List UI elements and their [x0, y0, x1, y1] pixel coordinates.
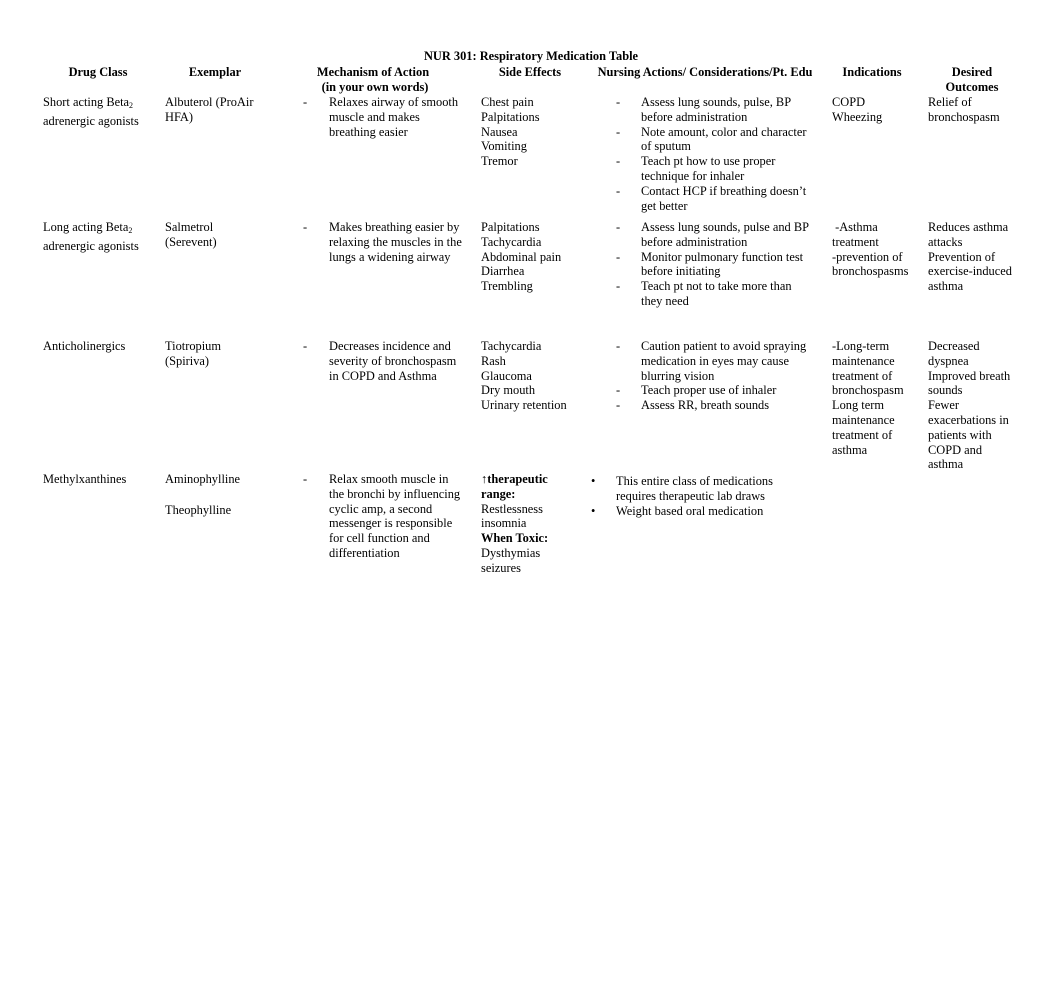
exemplar-cell: [165, 95, 253, 125]
outcome: sounds: [928, 383, 963, 398]
nursing-text: requires therapeutic lab draws: [616, 488, 765, 503]
indication: maintenance: [832, 353, 895, 368]
side-effect: Tachycardia: [481, 234, 542, 249]
nursing-text: before administration: [641, 109, 748, 124]
exemplar-cell: [165, 472, 240, 518]
outcome: Improved breath: [928, 368, 1011, 383]
indication: COPD: [832, 95, 866, 109]
nursing-marker: -: [616, 249, 621, 264]
mechanism-text: the bronchi by influencing: [329, 486, 461, 501]
nursing-text: Note amount, color and character: [641, 124, 807, 139]
outcome: Decreased: [928, 339, 980, 353]
header-nursing: Nursing Actions/ Considerations/Pt. Edu: [597, 65, 813, 79]
exemplar-text: Salmetrol: [165, 220, 214, 234]
indications-cell: [832, 220, 908, 279]
indication: bronchospasms: [832, 264, 909, 279]
bullet-icon: •: [591, 474, 596, 488]
exemplar-text: Tiotropium: [165, 339, 222, 353]
side-effect: Nausea: [481, 124, 518, 139]
drug-class-text: adrenergic agonists: [43, 113, 139, 128]
indication: -prevention of: [832, 249, 903, 264]
header-mechanism-line-2: (in your own words): [321, 79, 429, 94]
nursing-cell: [591, 474, 773, 518]
nursing-item: [616, 398, 806, 413]
nursing-item: [616, 220, 809, 250]
mechanism-marker: -: [303, 95, 308, 109]
side-effects-cell: [481, 95, 540, 169]
mechanism-cell: [329, 220, 462, 264]
nursing-marker: -: [616, 183, 621, 198]
drug-class-cell: [43, 95, 139, 129]
mechanism-text: messenger is responsible: [329, 516, 453, 531]
side-effect: Dry mouth: [481, 383, 536, 398]
header-exemplar: Exemplar: [188, 65, 242, 79]
exemplar-text: HFA): [165, 109, 193, 124]
indication: Wheezing: [832, 109, 883, 124]
nursing-text: Teach pt how to use proper: [641, 154, 776, 169]
toxic-label: When Toxic:: [481, 531, 549, 546]
mechanism-cell: [329, 339, 456, 383]
drug-class-text: Methylxanthines: [43, 472, 127, 486]
mechanism-text: breathing easier: [329, 124, 408, 139]
page-title: NUR 301: Respiratory Medication Table: [423, 49, 639, 63]
nursing-marker: -: [616, 398, 621, 413]
nursing-text: before initiating: [641, 264, 721, 279]
outcome: dyspnea: [928, 353, 969, 368]
outcomes-cell: [928, 339, 1010, 472]
outcome: Prevention of: [928, 249, 996, 264]
outcome: Fewer: [928, 398, 959, 413]
side-effect: Diarrhea: [481, 264, 525, 279]
nursing-text: blurring vision: [641, 368, 715, 383]
nursing-text: Monitor pulmonary function test: [641, 249, 804, 264]
nursing-text: Assess RR, breath sounds: [641, 398, 770, 413]
mechanism-text: for cell function and: [329, 531, 430, 546]
nursing-marker: -: [616, 154, 621, 169]
header-mechanism: [298, 65, 448, 95]
outcome: bronchospasm: [928, 109, 1000, 124]
side-effects-cell: [481, 472, 548, 576]
outcome: asthma: [928, 457, 964, 472]
nursing-text: before administration: [641, 234, 748, 249]
drug-class-cell: [43, 339, 125, 354]
mechanism-text: Relax smooth muscle in: [329, 472, 449, 486]
nursing-text: medication in eyes may cause: [641, 353, 789, 368]
mechanism-text: differentiation: [329, 545, 400, 560]
nursing-item: [591, 503, 773, 519]
nursing-text: they need: [641, 293, 689, 308]
nursing-item: [616, 124, 807, 155]
nursing-text: of sputum: [641, 139, 691, 154]
outcome: exercise-induced: [928, 264, 1012, 279]
side-effect: Chest pain: [481, 95, 534, 109]
nursing-cell: [616, 95, 807, 213]
indications-cell: [832, 95, 882, 125]
mechanism-marker: -: [303, 220, 308, 234]
side-effect: Restlessness: [481, 501, 543, 516]
header-outcomes: [928, 65, 1016, 95]
outcome: Relief of: [928, 95, 972, 109]
nursing-text: Contact HCP if breathing doesn’t: [641, 183, 807, 198]
mechanism-text: lungs a widening airway: [329, 249, 451, 264]
side-effect: Urinary retention: [481, 398, 567, 413]
side-effect: Abdominal pain: [481, 249, 562, 264]
nursing-text: technique for inhaler: [641, 168, 745, 183]
drug-class-text: Anticholinergics: [43, 339, 126, 353]
exemplar-text: Theophylline: [165, 502, 232, 517]
side-effect: seizures: [481, 560, 521, 575]
side-effect: Palpitations: [481, 220, 540, 234]
side-effect: Vomiting: [481, 139, 527, 154]
outcome: COPD and: [928, 442, 983, 457]
nursing-text: Assess lung sounds, pulse and BP: [641, 220, 809, 234]
indication: maintenance: [832, 412, 895, 427]
nursing-marker: -: [616, 279, 621, 294]
drug-class-cell: [43, 220, 139, 254]
nursing-item: [616, 339, 807, 383]
mechanism-text: cyclic amp, a second: [329, 501, 433, 516]
header-drug-class: Drug Class: [68, 65, 128, 79]
indications-cell: [832, 339, 904, 457]
side-effect: Tremor: [481, 154, 518, 169]
exemplar-text: (Spiriva): [165, 353, 210, 368]
mechanism-marker: -: [303, 472, 308, 486]
outcome: asthma: [928, 279, 964, 294]
drug-class-cell: [43, 472, 126, 487]
outcome: patients with: [928, 427, 992, 442]
indication: treatment of: [832, 368, 893, 383]
indication: treatment: [832, 234, 879, 249]
header-outcomes-line-2: Outcomes: [945, 79, 999, 94]
side-effect: Glaucoma: [481, 368, 532, 383]
nursing-text: Weight based oral medication: [616, 503, 764, 518]
mechanism-text: Makes breathing easier by: [329, 220, 460, 234]
mechanism-text: relaxing the muscles in the: [329, 234, 462, 249]
header-side-effects: Side Effects: [498, 65, 562, 79]
indication: treatment of: [832, 427, 893, 442]
therapeutic-range-label: range:: [481, 486, 516, 501]
side-effect: Rash: [481, 353, 506, 368]
side-effects-cell: [481, 220, 561, 294]
side-effect: Dysthymias: [481, 545, 541, 560]
nursing-text: Teach pt not to take more than: [641, 279, 792, 294]
side-effect: Trembling: [481, 279, 533, 294]
nursing-item: [591, 474, 773, 504]
indication: -Long-term: [832, 339, 890, 353]
exemplar-cell: [165, 220, 217, 250]
nursing-text: Caution patient to avoid spraying: [641, 339, 807, 353]
mechanism-cell: [329, 472, 460, 561]
nursing-text: get better: [641, 198, 688, 213]
side-effects-cell: [481, 339, 567, 413]
nursing-item: [616, 183, 807, 214]
exemplar-text: Aminophylline: [165, 472, 241, 486]
header-mechanism-line-1: Mechanism of Action: [316, 65, 430, 79]
subscript: 2: [128, 226, 133, 235]
mechanism-text: severity of bronchospasm: [329, 353, 457, 368]
outcome: attacks: [928, 234, 963, 249]
exemplar-text: (Serevent): [165, 234, 217, 249]
mechanism-text: Decreases incidence and: [329, 339, 451, 353]
nursing-marker: -: [616, 124, 621, 139]
bullet-icon: •: [591, 503, 596, 518]
nursing-marker: -: [616, 95, 621, 109]
outcomes-cell: [928, 220, 1012, 294]
nursing-item: [616, 249, 809, 280]
outcome: exacerbations in: [928, 412, 1009, 427]
mechanism-text: Relaxes airway of smooth: [329, 95, 459, 109]
nursing-marker: -: [616, 220, 621, 234]
therapeutic-range-label: ↑therapeutic: [481, 472, 548, 486]
header-indications: Indications: [842, 65, 902, 79]
mechanism-text: in COPD and Asthma: [329, 368, 437, 383]
exemplar-text: Albuterol (ProAir: [165, 95, 254, 109]
nursing-item: [616, 279, 809, 309]
nursing-text: Teach proper use of inhaler: [641, 383, 777, 398]
indication: Long term: [832, 398, 884, 413]
nursing-text: This entire class of medications: [616, 474, 773, 488]
indication: bronchospasm: [832, 383, 904, 398]
mechanism-marker: -: [303, 339, 308, 353]
outcome: Reduces asthma: [928, 220, 1009, 234]
nursing-cell: [616, 220, 809, 309]
side-effect: Palpitations: [481, 109, 540, 124]
mechanism-cell: [329, 95, 458, 139]
nursing-marker: -: [616, 339, 621, 353]
indication: asthma: [832, 442, 868, 457]
indication: -Asthma: [832, 220, 878, 234]
nursing-item: [616, 383, 806, 398]
side-effect: insomnia: [481, 516, 527, 531]
nursing-item: [616, 154, 806, 184]
drug-class-text: Long acting Beta: [43, 220, 129, 234]
drug-class-text: Short acting Beta: [43, 95, 130, 109]
nursing-item: [616, 95, 806, 125]
nursing-marker: -: [616, 383, 621, 398]
nursing-cell: [616, 339, 807, 413]
outcomes-cell: [928, 95, 1000, 125]
subscript: 2: [129, 101, 134, 110]
drug-class-text: adrenergic agonists: [43, 238, 139, 253]
nursing-text: Assess lung sounds, pulse, BP: [641, 95, 792, 109]
mechanism-text: muscle and makes: [329, 109, 420, 124]
exemplar-cell: [165, 339, 221, 369]
header-outcomes-line-1: Desired: [951, 65, 993, 79]
side-effect: Tachycardia: [481, 339, 542, 353]
